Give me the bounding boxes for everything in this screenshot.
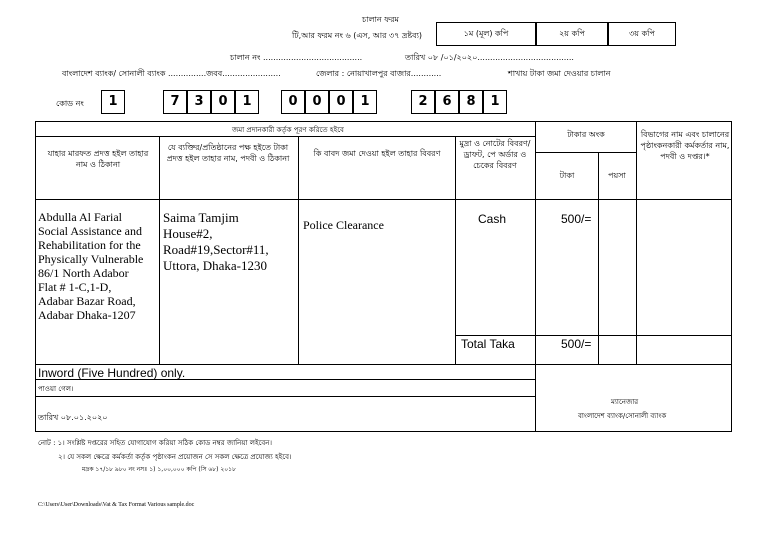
col-header-depositor: যাহার মারফত প্রদত্ত হইল তাহার নাম ও ঠিকানা: [47, 149, 149, 169]
code-digit: 0: [329, 90, 353, 114]
on-behalf-name-address: Saima Tamjim House#2, Road#19,Sector#11, Uttora, Dhaka-1230: [163, 210, 269, 273]
table-divider: [35, 199, 732, 200]
code-number-label: কোড নং: [56, 99, 84, 108]
table-divider: [636, 121, 637, 364]
tr-form-subtitle: টি,আর ফরম নং ৬ (এস, আর ৩৭ দ্রষ্টব্য): [292, 31, 423, 40]
col-header-paisa: পয়সা: [608, 171, 626, 180]
total-taka-amount: 500/=: [561, 337, 592, 351]
branch-deposit-line: শাখায় টাকা জমা দেওয়ার চালান: [508, 69, 611, 78]
manager-bank: বাংলাদেশ ব্যাংক/সোনালী ব্যাংক: [578, 412, 667, 420]
instrument-cash: Cash: [478, 212, 507, 226]
col-header-purpose: কি বাবদ জমা দেওয়া হইল তাহার বিবরণ: [313, 149, 441, 158]
col-header-department: বিভাগের নাম এবং চালানের পৃষ্ঠাংকনকারী কর্মকর্তার নাম, পদবী ও দপ্তর।*: [640, 130, 730, 161]
code-digit: 6: [435, 90, 459, 114]
col-header-on-behalf: যে ব্যক্তির/প্রতিষ্ঠানের পক্ষ হইতে টাকা প্রদত্ত হইল তাহার নাম, পদবী ও ঠিকানা: [166, 143, 290, 163]
manager-label: ম্যানেজার: [611, 398, 639, 406]
table-divider: [159, 136, 160, 364]
received-label: পাওয়া গেল।: [38, 385, 74, 393]
table-divider: [35, 364, 732, 365]
code-digit: 0: [305, 90, 329, 114]
code-digit: 8: [459, 90, 483, 114]
printer-info: মদ্রক ১৭/১৮ ৯৮০ নং নসঃ ১) ১,০০,০০০ কপি (সি ৬৮) ২০১৮: [82, 466, 236, 473]
col-header-taka: টাকা: [559, 171, 575, 180]
note-2: ২। যে সকল ক্ষেত্রে কর্মকর্তা কর্তৃক পৃষ্ঠাংকন প্রয়োজন সে সকল ক্ষেত্রে প্রযোজ্য হইবে।: [58, 453, 292, 461]
challan-date-line: তারিখ ০৮ /০১/২০২০......................................: [405, 53, 574, 62]
table-divider: [35, 396, 535, 397]
col-header-instrument: মুদ্রা ও নোটের বিবরণ/ড্রাফট, পে অর্ডার ও চেকের বিবরণ: [459, 139, 531, 170]
table-divider: [298, 136, 299, 364]
code-digit: 1: [235, 90, 259, 114]
table-divider: [455, 335, 732, 336]
code-digit: 0: [211, 90, 235, 114]
depositor-name-address: Abdulla Al Farial Social Assistance and Rehabilitation for the Physically Vulnerable 86/1 North Adabor Flat # 1-C,1-D, Adabar Bazar Road, Adabar Dhaka-1207: [38, 210, 144, 322]
table-divider: [35, 136, 535, 137]
deposit-purpose: Police Clearance: [303, 218, 384, 232]
table-divider: [535, 121, 536, 432]
col-header-amount: টাকার অংক: [567, 130, 605, 139]
code-digit: 2: [411, 90, 435, 114]
copy-box-third: ৩য় কপি: [608, 22, 676, 46]
table-divider: [598, 152, 599, 364]
challan-form-title: চালান ফরম: [362, 15, 399, 24]
district-line: জেলার : নোয়াখালপুর বাজার............: [316, 69, 442, 78]
code-digit: 1: [353, 90, 377, 114]
total-taka-label: Total Taka: [461, 337, 515, 351]
depositor-section-header: জমা প্রদানকারী কর্তৃক পূরণ করিতে হইবে: [232, 126, 344, 134]
copy-box-original: ১ম (মূল) কপি: [436, 22, 536, 46]
copy-box-second: ২য় কপি: [536, 22, 608, 46]
amount-in-words: Inword (Five Hundred) only.: [38, 366, 186, 380]
challan-number-line: চালান নং .......................................: [230, 53, 363, 62]
received-date: তারিখ ০৮.০১.২০২০: [38, 413, 108, 422]
amount-taka: 500/=: [561, 212, 592, 226]
code-digit: 7: [163, 90, 187, 114]
table-divider: [455, 136, 456, 364]
table-divider: [535, 152, 636, 153]
code-digit: 1: [101, 90, 125, 114]
note-1: নোট : ১। সংশ্লিষ্ট দপ্তরের সহিত যোগাযোগ করিয়া সঠিক কোড নম্বর জানিয়া লইবেন।: [38, 439, 272, 447]
code-digit: 1: [483, 90, 507, 114]
code-digit: 0: [281, 90, 305, 114]
code-digit: 3: [187, 90, 211, 114]
bank-name-line: বাংলাদেশ ব্যাংক/ সোনালী ব্যাংক ...............জবব.......................: [62, 69, 281, 78]
file-path: C:\Users\User\Downloads\Vat & Tax Format Various sample.doc: [38, 502, 195, 508]
